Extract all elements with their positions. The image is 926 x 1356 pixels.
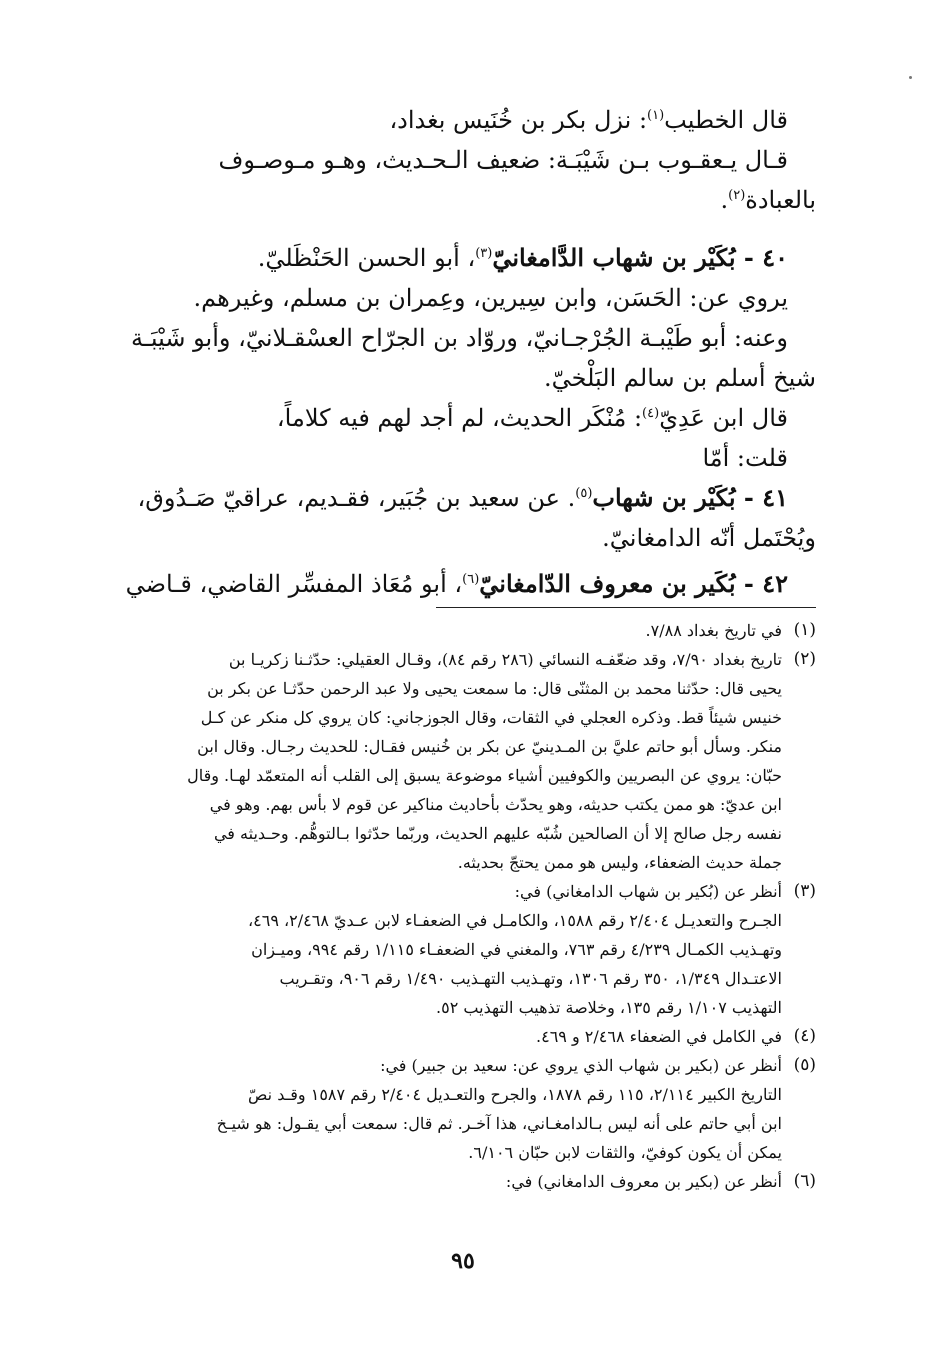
entry-41-heading bbox=[110, 478, 816, 518]
footnote-line: في تاريخ بغداد ٧/٨٨. bbox=[645, 621, 782, 640]
text-run: قال الخطيب bbox=[664, 106, 788, 134]
text-run: : نزل بكر بن خُنَيس بغداد، bbox=[389, 106, 648, 134]
footnote-line: نفسه رجل صالح إلا أن الصالحين شُبّه عليهم الحديث، وربّما حدّثوا بـالتوهُّم. وحـديثه في bbox=[213, 824, 782, 843]
footnote-line: وتهـذيب الكمـال ٤/٢٣٩ رقم ٧٦٣، والمغني في الضعفـاء ١/١١٥ رقم ٩٩٤، وميـزان bbox=[251, 940, 782, 959]
footnote-line: منكر. وسأل أبو حاتم عليَّ بن المـدينيّ عن بكر بن خُنيس فقـال: للحديث رجـال. وقال ابن bbox=[197, 737, 782, 756]
footnote-line: جملة حديث الضعفاء، وليس هو ممن يحتجّ بحديثه. bbox=[457, 853, 782, 872]
text-run: بالعبادة bbox=[745, 186, 816, 214]
footnote-line: التهذيب ١/١٠٧ رقم ١٣٥، وخلاصة تذهيب التهذيب ٥٢. bbox=[436, 998, 782, 1017]
entry-40-narrators-end: شيخ أسلم بن سالم البَلْخيّ. bbox=[543, 364, 816, 392]
footnote-item bbox=[110, 1167, 816, 1196]
footnote-line: أنظر عن (بكير بن معروف الدامغاني) في: bbox=[505, 1172, 782, 1191]
khatib-quote bbox=[110, 100, 816, 140]
footnote-number: (٣) bbox=[793, 881, 816, 901]
footnote-number: (٦) bbox=[793, 1171, 816, 1191]
footnote-line: حبّان: يروي عن البصريين والكوفيين أشياء موضوعة يسبق إلى القلب أنه المتعمّد لهـا. وقال bbox=[187, 766, 782, 785]
entry-40-note: قلت: أمّا bbox=[702, 444, 788, 472]
entry-40-narrates-from: يروي عن: الحَسَن، وابن سِيرين، وعِمران بن مسلم، وغيرهم. bbox=[193, 284, 788, 312]
footnote-number: (٢) bbox=[793, 649, 816, 669]
text-run: : مُنْكَر الحديث، لم أجد لهم فيه كلاماً، bbox=[276, 404, 643, 432]
footnote-ref: (٣) bbox=[475, 246, 493, 261]
footnote-ref: (٢) bbox=[728, 188, 746, 203]
footnote-line: الاعتـدال ١/٣٤٩، ٣٥٠ رقم ١٣٠٦، وتهـذيب التهـذيب ١/٤٩٠ رقم ٩٠٦، وتقـريب bbox=[279, 969, 782, 988]
footnote-ref: (١) bbox=[647, 108, 665, 123]
page-number: ٩٥ bbox=[451, 1248, 475, 1274]
footnote-ref: (٥) bbox=[575, 486, 593, 501]
footnotes bbox=[110, 616, 816, 1196]
footnote-item bbox=[110, 1022, 816, 1051]
footnote-item bbox=[110, 616, 816, 645]
footnote-line: ابن عديّ: هو ممن يكتب حديثه، وهو يحدّث بأحاديث مناكير عن قوم لا بأس بهم. وهو في bbox=[209, 795, 782, 814]
entry-title: ٤٢ - بُكَير بن معروف الدّامغانيّ bbox=[479, 569, 788, 598]
yaqub-quote: قـال يـعقـوب بـن شَيْبَـة: ضعيف الـحـديث، وهـو مـوصـوف bbox=[218, 146, 788, 174]
footnote-line: الجـرح والتعديـل ٢/٤٠٤ رقم ١٥٨٨، والكامـل في الضعفـاء لابن عـديّ ٢/٤٦٨، ٤٦٩، bbox=[247, 911, 782, 930]
footnote-line: يحيى قال: حدّثنا محمد بن المثنّى قال: ما سمعت يحيى ولا عبد الرحمن حدّثـا عن بكر بن bbox=[207, 679, 782, 698]
footnote-line: أنظر عن (بكير بن شهاب الذي يروي عن: سعيد بن جبير) في: bbox=[380, 1056, 782, 1075]
yaqub-quote-end bbox=[110, 180, 816, 220]
footnote-item bbox=[110, 877, 816, 1022]
entry-40-heading bbox=[110, 238, 816, 278]
footnote-ref: (٦) bbox=[462, 572, 480, 587]
footnote-line: ابن أبي حاتم على أنه ليس بـالدامغـاني، هذا آخـر. ثم قال: سمعت أبي يقـول: هو شيـخ bbox=[216, 1114, 782, 1133]
entry-40-narrators: وعنه: أبو طَيْبـة الجُرْجـانيّ، وروّاد بن الجرّاح العسْقـلانيّ، وأبو شَيْبَـة bbox=[131, 324, 788, 352]
text-run: . bbox=[720, 186, 729, 214]
footnote-line: يمكن أن يكون كوفيّ، والثقات لابن حبّان ٦/١٠٦. bbox=[468, 1143, 782, 1162]
text-run: ، أبو مُعَاذ المفسِّر القاضي، قـاضي bbox=[125, 570, 463, 598]
footnote-divider bbox=[436, 607, 816, 608]
footnote-ref: (٤) bbox=[642, 406, 660, 421]
entry-title: ٤٠ - بُكَيْر بن شهاب الدَّامغانيّ bbox=[492, 243, 788, 272]
footnote-number: (٥) bbox=[793, 1055, 816, 1075]
footnote-number: (١) bbox=[793, 620, 816, 640]
entry-40-ibn-adi bbox=[110, 398, 816, 438]
main-text bbox=[110, 100, 816, 604]
footnote-number: (٤) bbox=[793, 1026, 816, 1046]
scan-speck bbox=[909, 76, 912, 79]
footnote-line: تاريخ بغداد ٧/٩٠، وقد ضعّفـه النسائي (٢٨٦ رقم ٨٤)، وقـال العقيلي: حدّثـنا زكريـا بن bbox=[228, 650, 782, 669]
entry-41-note: ويُحْتَمل أنّه الدامغانيّ. bbox=[602, 524, 816, 552]
footnote-line: أنظر عن (بُكير بن شهاب الدامغاني) في: bbox=[514, 882, 782, 901]
footnote-item bbox=[110, 1051, 816, 1167]
entry-title: ٤١ - بُكَيْر بن شهاب bbox=[592, 483, 788, 512]
text-run: . عن سعيد بن جُبَير، فقـديم، عراقيّ صَـدُوق، bbox=[137, 484, 576, 512]
text-run: قال ابن عَدِيّ bbox=[659, 404, 788, 432]
footnote-line: التاريخ الكبير ٢/١١٤، ١١٥ رقم ١٨٧٨، والجرح والتعـديل ٢/٤٠٤ رقم ١٥٨٧ وقـد نصّ bbox=[248, 1085, 782, 1104]
entry-42-heading bbox=[110, 564, 816, 604]
footnote-line: في الكامل في الضعفاء ٢/٤٦٨ و ٤٦٩. bbox=[536, 1027, 782, 1046]
text-run: ، أبو الحسن الحَنْظَليّ. bbox=[257, 244, 476, 272]
footnote-item bbox=[110, 645, 816, 877]
footnote-line: خنيس شيئاً قط. وذكره العجلي في الثقات، وقال الجوزجاني: كان يروي كل منكر عن كـل bbox=[200, 708, 782, 727]
